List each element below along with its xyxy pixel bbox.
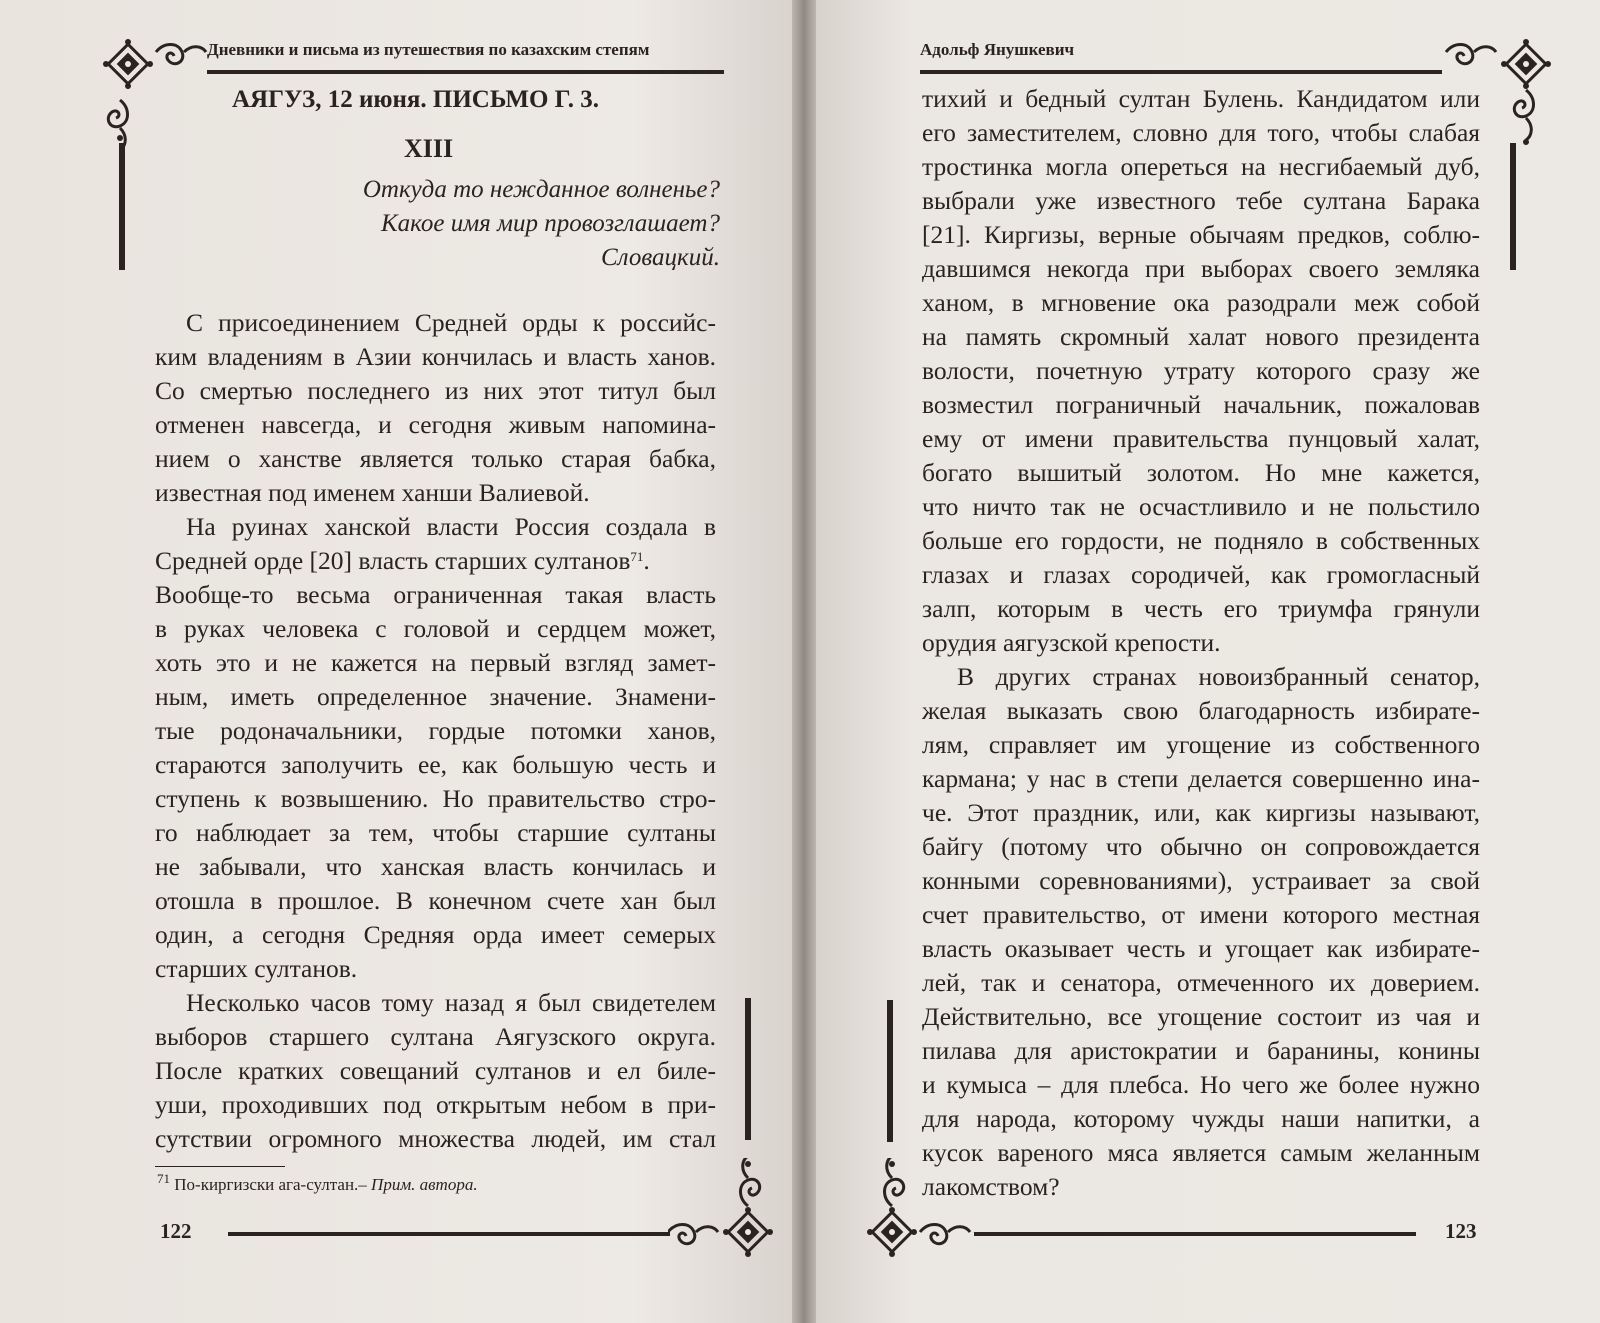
text-line: Несколько часов тому назад я был свидетелем — [186, 988, 716, 1017]
footer-rule — [228, 1232, 670, 1236]
text-line: власть оказывает честь и угощает как избирате- — [922, 934, 1480, 963]
letter-title: АЯГУЗ, 12 июня. ПИСЬМО Г. 3. — [232, 86, 600, 113]
text-line: лей, так и сенатора, отмеченного их доверием. — [922, 968, 1480, 997]
text-line: отошла в прошлое. В конечном счете хан был — [155, 886, 716, 915]
epigraph-author: Словацкий. — [600, 244, 720, 271]
text-line: выбрали уже известного тебе султана Барака — [922, 186, 1480, 215]
page-number: 123 — [1445, 1219, 1477, 1243]
text-line: че. Этот праздник, или, как киргизы называют, — [922, 798, 1480, 827]
text-line: давшимся некогда при выборах своего земляка — [922, 254, 1480, 283]
text-line: С присоединением Средней орды к российс- — [186, 308, 716, 337]
epigraph-line: Откуда то нежданное волненье? — [362, 176, 720, 203]
text-line: старших султанов. — [155, 954, 358, 983]
text-line: В других странах новоизбранный сенатор, — [957, 662, 1480, 691]
text-line: отменен навсегда, и сегодня живым напомина- — [155, 410, 716, 439]
text-line: тростинка могла опереться на несгибаемый дуб, — [922, 152, 1480, 181]
text-line: выборов старшего султана Аягузского округа. — [155, 1022, 716, 1051]
text-line: известная под именем ханши Валиевой. — [155, 478, 590, 507]
text-line: один, а сегодня Средняя орда имеет семерых — [155, 920, 716, 949]
text-line: его заместителем, словно для того, чтобы слабая — [922, 118, 1480, 147]
text-line: Со смертью последнего из них этот титул был — [155, 376, 716, 405]
text-line: Средней орде [20] власть старших султанов — [155, 546, 631, 575]
text-line: счет правительство, от имени которого местная — [922, 900, 1480, 929]
footnote-attribution: Прим. автора. — [371, 1175, 478, 1194]
text-line: богато вышитый золотом. Но мне кажется, — [922, 458, 1480, 487]
text-line: залп, которым в честь его триумфа грянули — [922, 594, 1480, 623]
text-line: [21]. Киргизы, верные обычаям предков, соблю- — [922, 220, 1480, 249]
text-line: го наблюдает за тем, чтобы старшие султаны — [155, 818, 716, 847]
text-line: что ничто так не осчастливило и не польстило — [922, 492, 1480, 521]
margin-bar — [745, 998, 751, 1140]
text-line: На руинах ханской власти Россия создала в — [186, 512, 716, 541]
text-line: ступень к возвышению. Но правительство стро- — [155, 784, 716, 813]
text-line: орудия аягузской крепости. — [922, 628, 1221, 657]
text-line: желая выказать свою благодарность избирате- — [922, 696, 1480, 725]
footnote-text: По-киргизски ага-султан.– — [174, 1175, 367, 1194]
text-line: кармана; у нас в степи делается совершенно ина- — [922, 764, 1480, 793]
text-line: тихий и бедный султан Булень. Кандидатом или — [922, 84, 1480, 113]
footnote-rule — [155, 1166, 285, 1167]
text-line: кусок вареного мяса является самым желанным — [922, 1138, 1480, 1167]
text-line: для народа, которому чужды наши напитки, а — [922, 1104, 1480, 1133]
text-line: сутствии огромного множества людей, им стал — [155, 1124, 716, 1153]
page-number: 122 — [160, 1219, 192, 1243]
footer-rule — [974, 1232, 1416, 1236]
text-line: лям, справляет им угощение из собственного — [922, 730, 1480, 759]
margin-bar — [119, 143, 125, 270]
text-line: После кратких совещаний султанов и ел биле- — [155, 1056, 716, 1085]
text-line: байгу (потому что обычно он сопровождается — [922, 832, 1480, 861]
text-line: глазах и глазах сородичей, как громогласный — [922, 560, 1480, 589]
text-line: ным, иметь определенное значение. Знамени- — [155, 682, 716, 711]
text-line: конными соревнованиями), устраивает за свой — [922, 866, 1480, 895]
text-line: хоть это и не кажется на первый взгляд замет- — [155, 648, 716, 677]
book-gutter — [792, 0, 816, 1323]
text-line: и кумыса – для плебса. Но чего же более нужно — [922, 1070, 1480, 1099]
text-line: Вообще-то весьма ограниченная такая власть — [155, 580, 716, 609]
running-head: Дневники и письма из путешествия по казахским степям — [207, 40, 650, 59]
text-line: на память скромный халат нового президента — [922, 322, 1480, 351]
epigraph-line: Какое имя мир провозглашает? — [381, 210, 720, 237]
footnote-mark: 71 — [630, 549, 644, 564]
ornament-bottom-left — [864, 1158, 974, 1268]
text-line: нием о ханстве является только старая бабка, — [155, 444, 716, 473]
text-line: тые родоначальники, гордые потомки ханов, — [155, 716, 716, 745]
text-line: ким владениям в Азии кончилась и власть ханов. — [155, 342, 716, 371]
footnote-number: 71 — [157, 1171, 170, 1186]
header-rule — [207, 70, 724, 74]
header-rule — [920, 70, 1442, 74]
right-page — [816, 0, 1600, 1323]
text-line: Действительно, все угощение состоит из чая и — [922, 1002, 1480, 1031]
left-page — [0, 0, 792, 1323]
text-line: в руках человека с головой и сердцем может, — [155, 614, 716, 643]
text-line: возместил пограничный начальник, пожаловав — [922, 390, 1480, 419]
text-line: уши, проходивших под открытым небом в при- — [155, 1090, 716, 1119]
chapter-number: XIII — [404, 134, 454, 163]
text-line: волости, почетную утрату которого сразу же — [922, 356, 1480, 385]
margin-bar — [1510, 143, 1516, 270]
text-line: не забывали, что ханская власть кончилась и — [155, 852, 716, 881]
text-line: ханом, в мгновение ока разодрали меж собой — [922, 288, 1480, 317]
text-line: лакомством? — [922, 1172, 1060, 1201]
text-line: стараются заполучить ее, как большую честь и — [155, 750, 716, 779]
text-line: пилава для аристократии и баранины, конины — [922, 1036, 1480, 1065]
footnote — [157, 1171, 478, 1195]
text-line-with-note: Средней орде [20] власть старших султанов$^{71}$. — [155, 546, 650, 575]
ornament-top-left — [100, 30, 220, 150]
text-line: ему от имени правительства пунцовый халат, — [922, 424, 1480, 453]
running-head: Адольф Янушкевич — [920, 40, 1075, 59]
text-line: больше его гордости, не подняло в собственных — [922, 526, 1480, 555]
ornament-bottom-right — [668, 1158, 778, 1268]
margin-bar — [887, 1000, 893, 1142]
